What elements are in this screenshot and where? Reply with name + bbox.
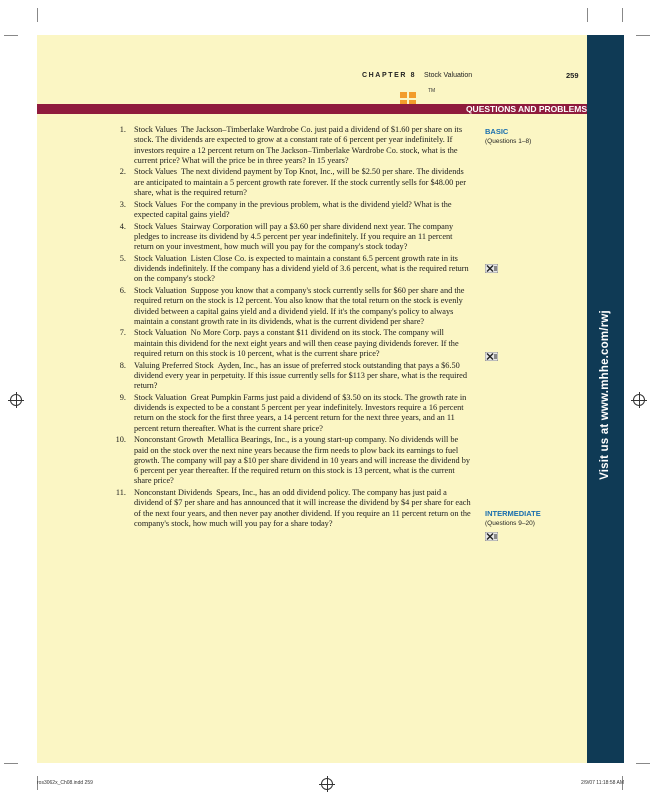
basic-heading: BASIC <box>485 127 509 136</box>
x-spreadsheet-icon <box>485 264 498 273</box>
trim-mark <box>636 763 650 764</box>
problem-item: 5. Stock Valuation Listen Close Co. is expected to maintain a constant 6.5 percent growth rate in its dividends indefinitely. If the company has a dividend yield of 3.6 percent, what is the required return on the company's stock? <box>119 253 469 284</box>
problem-item: 10. Nonconstant Growth Metallica Bearings, Inc., is a young start-up company. No dividends will be paid on the stock over the next nine years because the firm needs to plow back its earnings to fuel growth. The company will pay a $10 per share dividend in 10 years and will increase the dividend by 6 percent per year thereafter. If the required return on this stock is 13 percent, what is the current share price? <box>115 435 471 486</box>
registration-mark-icon <box>10 394 22 406</box>
problem-item: 6. Stock Valuation Suppose you know that a company's stock currently sells for $60 per share and the required return on the stock is 12 percent. You also know that the total return on the stock is evenly divided between a capital gains yield and a dividend yield. If it's the company's policy to always maintain a constant growth rate in its dividends, what is the current dividend per share? <box>119 285 465 326</box>
problem-item: 1. Stock Values The Jackson–Timberlake Wardrobe Co. just paid a dividend of $1.60 per share on its stock. The dividends are expected to grow at a constant rate of 6 percent per year indefinitely. If investors require a 12 percent return on The Jackson–Timberlake Wardrobe Co. stock, what is the current price? What will the price be in three years? In 15 years? <box>119 125 463 165</box>
intermediate-heading: INTERMEDIATE <box>485 509 541 518</box>
footer-timestamp: 2/9/07 11:18:58 AM <box>581 780 624 786</box>
basic-label <box>485 127 531 145</box>
section-label: Stock Valuation <box>424 72 473 79</box>
chapter-label: CHAPTER 8 <box>362 72 417 79</box>
trim-mark <box>587 8 588 22</box>
trim-mark <box>4 763 18 764</box>
trademark-label: TM <box>428 88 436 94</box>
footer-file: ros3062x_Ch08.indd 259 <box>37 780 93 786</box>
registration-mark-icon <box>633 394 645 406</box>
x-spreadsheet-icon <box>485 532 498 541</box>
basic-subheading: (Questions 1–8) <box>485 138 532 145</box>
registration-mark-icon <box>321 778 333 790</box>
intermediate-subheading: (Questions 9–20) <box>485 520 535 527</box>
problem-item: 4. Stock Values Stairway Corporation will pay a $3.60 per share dividend next year. The company pledges to increase its dividend by 4.5 percent per year indefinitely. If you require an 11 percent return on your investment, how much will you pay for the company's stock today? <box>119 221 454 252</box>
intermediate-label <box>485 509 541 527</box>
trim-mark <box>622 8 623 22</box>
running-header <box>362 72 472 79</box>
problem-item: 3. Stock Values For the company in the previous problem, what is the dividend yield? What is the expected capital gains yield? <box>119 199 452 219</box>
problem-item: 9. Stock Valuation Great Pumpkin Farms just paid a dividend of $3.50 on its stock. The growth rate in dividends is expected to be a constant 5 percent per year indefinitely. Investors require a 16 percent return on the stock for the first three years, a 14 percent return for the next three years, and an 11 percent return thereafter. What is the current share price? <box>119 392 467 433</box>
section-title: QUESTIONS AND PROBLEMS <box>465 104 587 114</box>
trim-mark <box>636 35 650 36</box>
website-vertical-text: Visit us at www.mhhe.com/rwj <box>599 310 611 480</box>
trim-mark <box>4 35 18 36</box>
problem-item: 7. Stock Valuation No More Corp. pays a constant $11 dividend on its stock. The company will maintain this dividend for the next eight years and will then cease paying dividends forever. If the required return on this stock is 10 percent, what is the current share price? <box>119 328 459 359</box>
page-number: 259 <box>566 71 579 80</box>
problem-item: 11. Nonconstant Dividends Spears, Inc., has an odd dividend policy. The company has just paid a dividend of $7 per share and has announced that it will increase the dividend by $4 per share for each of the next four years, and then never pay another dividend. If you require an 11 percent return on the company's stock, how much will you pay for a share today? <box>115 488 471 528</box>
x-spreadsheet-icon <box>485 352 498 361</box>
trim-mark <box>37 8 38 22</box>
problem-list <box>108 125 472 531</box>
problem-item: 2. Stock Values The next dividend payment by Top Knot, Inc., will be $2.50 per share. The dividends are anticipated to maintain a 5 percent growth rate forever. If the stock currently sells for $48.00 per share, what is the required return? <box>119 167 466 198</box>
problem-item: 8. Valuing Preferred Stock Ayden, Inc., has an issue of preferred stock outstanding that pays a $6.50 dividend every year in perpetuity. If this issue currently sells for $113 per share, what is the required return? <box>119 360 468 391</box>
